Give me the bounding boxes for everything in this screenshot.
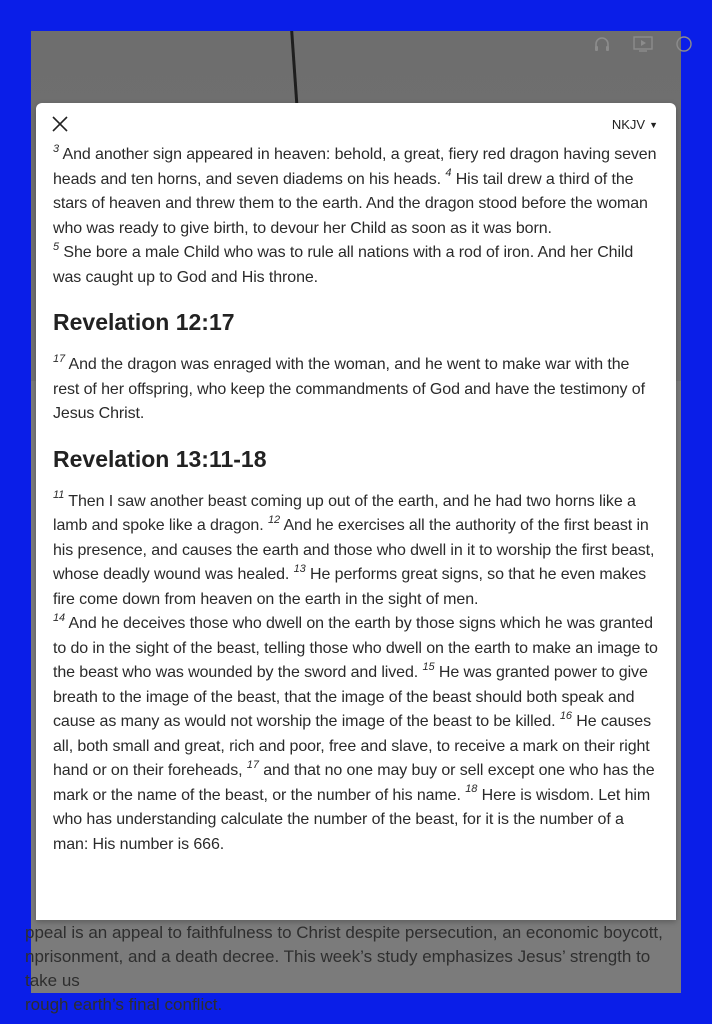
passage-text bbox=[53, 143, 659, 290]
passage-title: Revelation 12:17 bbox=[53, 309, 235, 335]
headphones-icon[interactable] bbox=[593, 35, 611, 58]
passage bbox=[53, 307, 659, 427]
verse-number: 5 bbox=[53, 240, 60, 253]
verse-number: 4 bbox=[445, 167, 452, 180]
verse-number: 3 bbox=[53, 142, 60, 155]
verse-text: and that no one may buy or sell except one who has the mark or the name of the beast, or the number of his name. bbox=[53, 762, 655, 804]
scripture-modal bbox=[36, 103, 676, 920]
passage-title: Revelation 13:11-18 bbox=[53, 445, 267, 472]
passage-text bbox=[53, 490, 659, 858]
background-text-line: ppeal is an appeal to faithfulness to Christ despite persecution, an economic boycott, bbox=[25, 923, 663, 942]
verse-text: His tail drew a third of the stars of heaven and threw them to the earth. And the dragon stood before the woman who was ready to give birth, to devour her Child as soon as it was born. bbox=[53, 170, 648, 237]
passage-text bbox=[53, 353, 659, 427]
background-text-line: rough earth’s final conflict. bbox=[25, 995, 223, 1014]
more-icon[interactable] bbox=[675, 35, 681, 58]
modal-body bbox=[36, 143, 676, 857]
verse-number: 18 bbox=[465, 783, 478, 796]
close-icon bbox=[51, 115, 69, 133]
verse-text: Here is wisdom. Let him who has understanding calculate the number of the beast, for it is the number of a man: His number is 666. bbox=[53, 786, 651, 853]
close-button[interactable] bbox=[51, 115, 69, 133]
verse-text: And he deceives those who dwell on the earth by those signs which he was granted to do in the sight of the beast, telling those who dwell on the earth to make an image to the beast who was wounded by the sword and lived. bbox=[53, 615, 658, 681]
version-selector[interactable] bbox=[612, 117, 658, 132]
background-text-line: nprisonment, and a death decree. This week’s study emphasizes Jesus’ strength to take us bbox=[25, 947, 651, 990]
hero-toolbar bbox=[593, 35, 681, 58]
verse-text: She bore a male Child who was to rule all nations with a rod of iron. And her Child was caught up to God and His throne. bbox=[53, 244, 634, 286]
verse-number: 11 bbox=[53, 489, 65, 502]
verse-text: And another sign appeared in heaven: behold, a great, fiery red dragon having seven heads and ten horns, and seven diadems on his heads. bbox=[53, 146, 657, 188]
verse-number: 14 bbox=[53, 611, 66, 624]
video-icon[interactable] bbox=[633, 35, 653, 58]
modal-header bbox=[36, 103, 676, 143]
verse-number: 15 bbox=[422, 660, 435, 673]
verse-number: 17 bbox=[53, 352, 66, 365]
verse-number: 16 bbox=[559, 709, 572, 722]
verse-text: He performs great signs, so that he even makes fire come down from heaven on the earth in the sight of men. bbox=[53, 566, 647, 608]
verse-text: He causes all, both small and great, rich and poor, free and slave, to receive a mark on their right hand or on their foreheads, bbox=[53, 713, 651, 779]
version-label: NKJV bbox=[611, 117, 646, 132]
verse-text: Then I saw another beast coming up out of the earth, and he had two horns like a lamb and spoke like a dragon. bbox=[53, 492, 636, 534]
passage bbox=[53, 143, 659, 290]
verse-number: 17 bbox=[246, 758, 259, 771]
hero-image-detail bbox=[290, 31, 299, 111]
passage bbox=[53, 444, 659, 858]
verse-text: He was granted power to give breath to the image of the beast, that the image of the beast should both speak and cause as many as would not worship the image of the beast to be killed. bbox=[53, 664, 648, 730]
verse-text: And the dragon was enraged with the woman, and he went to make war with the rest of her offspring, who keep the commandments of God and have the testimony of Jesus Christ. bbox=[53, 356, 645, 422]
verse-number: 13 bbox=[293, 562, 306, 575]
background-text bbox=[25, 921, 685, 1017]
caret-down-icon: ▼ bbox=[649, 119, 658, 130]
verse-text: And he exercises all the authority of the first beast in his presence, and causes the earth and those who dwell in it to worship the first beast, whose deadly wound was healed. bbox=[53, 517, 655, 583]
verse-number: 12 bbox=[267, 513, 280, 526]
